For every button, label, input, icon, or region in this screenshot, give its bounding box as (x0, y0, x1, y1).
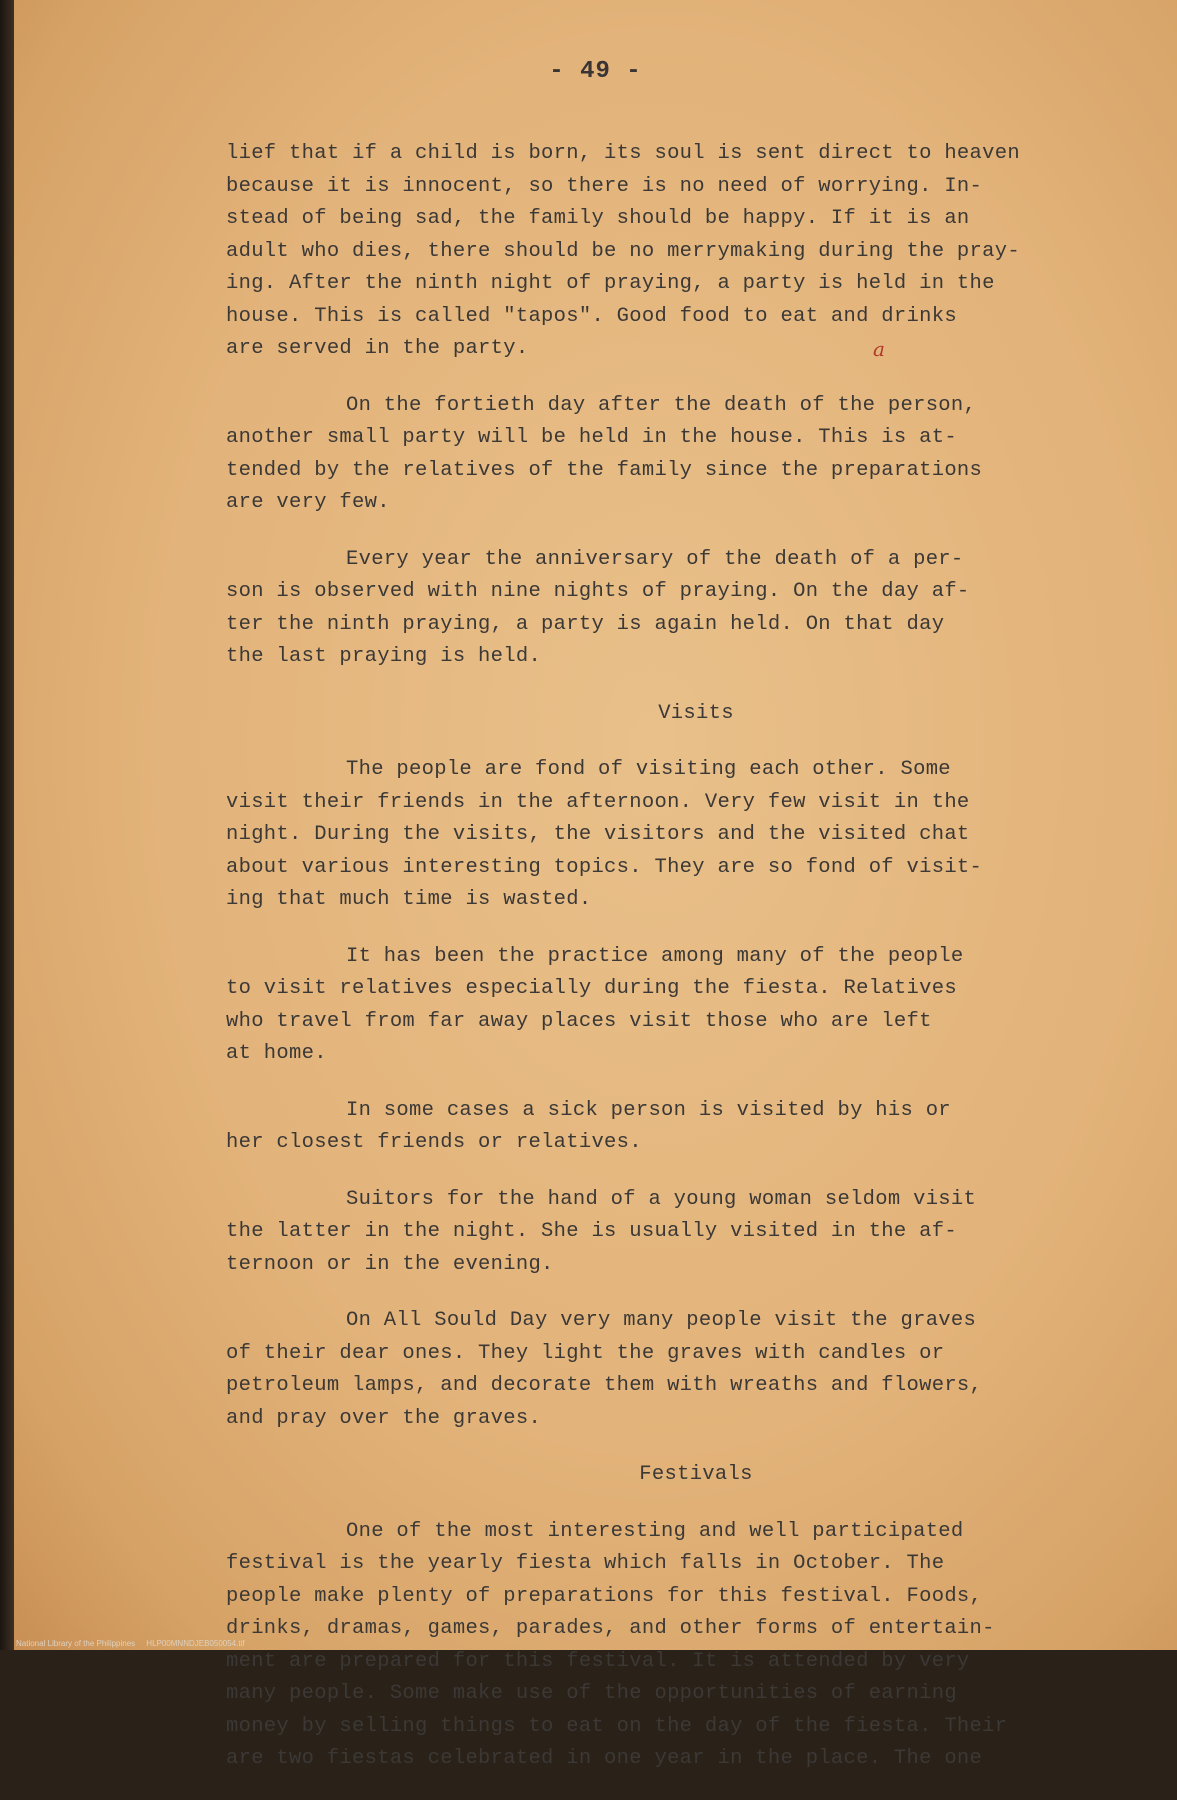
heading-visits: Visits (658, 701, 734, 725)
body-text (226, 138, 1106, 1800)
document-page (14, 0, 1177, 1770)
text-line: petroleum lamps, and decorate them with wreaths and flowers, (226, 1374, 983, 1397)
section-death-customs (226, 138, 1106, 674)
text-line: It has been the practice among many of the people (346, 944, 964, 968)
section-festivals (226, 1516, 1106, 1776)
text-line: Suitors for the hand of a young woman seldom visit (346, 1187, 977, 1211)
text-line: are two fiestas celebrated in one year in the place. The one (226, 1747, 983, 1770)
text-line: night. During the visits, the visitors and the visited chat (226, 823, 970, 846)
paragraph (226, 941, 1106, 1071)
text-line: ing. After the ninth night of praying, a party is held in the (226, 272, 995, 295)
text-line: lief that if a child is born, its soul is sent direct to heaven (226, 142, 1020, 165)
text-line: On the fortieth day after the death of the person, (346, 393, 977, 417)
paragraph (226, 390, 1106, 520)
text-line: the last praying is held. (226, 645, 542, 668)
paragraph (226, 544, 1106, 674)
text-line: house. This is called "tapos". Good food to eat and drinks (226, 304, 957, 328)
text-line: people make plenty of preparations for this festival. Foods, (226, 1584, 983, 1608)
paragraph (226, 1184, 1106, 1282)
text-line: of their dear ones. They light the graves with candles or (226, 1341, 945, 1365)
text-line: The people are fond of visiting each other. Some (346, 758, 951, 781)
paragraph (226, 1516, 1106, 1776)
text-line: stead of being sad, the family should be happy. If it is an (226, 207, 970, 230)
paragraph (226, 754, 1106, 917)
text-line: On All Sould Day very many people visit the graves (346, 1309, 977, 1332)
text-line: Every year the anniversary of the death of a per- (346, 547, 964, 571)
text-line: another small party will be held in the house. This is at- (226, 426, 957, 449)
text-line: to visit relatives especially during the fiesta. Relatives (226, 977, 957, 1000)
text-line: ing that much time is wasted. (226, 888, 592, 911)
paragraph (226, 1095, 1106, 1160)
text-line: In some cases a sick person is visited by his or (346, 1098, 951, 1122)
text-line: about various interesting topics. They are so fond of visit- (226, 855, 983, 879)
text-line: and pray over the graves. (226, 1406, 542, 1430)
text-line: One of the most interesting and well participated (346, 1519, 964, 1543)
text-line: visit their friends in the afternoon. Very few visit in the (226, 790, 970, 814)
text-line: ment are prepared for this festival. It is attended by very (226, 1649, 970, 1673)
text-line: at home. (226, 1042, 327, 1065)
text-line: because it is innocent, so there is no need of worrying. In- (226, 174, 983, 198)
text-line: son is observed with nine nights of praying. On the day af- (226, 580, 970, 603)
text-line: her closest friends or relatives. (226, 1131, 642, 1154)
text-line: money by selling things to eat on the day of the fiesta. Their (226, 1714, 1008, 1738)
text-line: who travel from far away places visit those who are left (226, 1009, 932, 1033)
text-line: ter the ninth praying, a party is again held. On that day (226, 612, 945, 636)
text-line: adult who dies, there should be no merrymaking during the pray- (226, 239, 1020, 263)
text-line: drinks, dramas, games, parades, and other forms of entertain- (226, 1617, 995, 1640)
text-line: ternoon or in the evening. (226, 1252, 554, 1276)
text-line: are served in the party. (226, 337, 529, 360)
section-visits (226, 754, 1106, 1435)
text-line: the latter in the night. She is usually visited in the af- (226, 1220, 957, 1243)
book-binding (0, 0, 14, 1650)
page-number: - 49 - (549, 58, 642, 85)
paragraph (226, 1305, 1106, 1435)
handwritten-correction: a (873, 337, 885, 361)
archive-footer: National Library of the Philippines HLP00MNNDJEB050054.tif (16, 1639, 245, 1648)
paragraph (226, 138, 1106, 366)
text-line: festival is the yearly fiesta which falls in October. The (226, 1552, 945, 1575)
text-line: tended by the relatives of the family since the preparations (226, 458, 983, 482)
text-line: are very few. (226, 491, 390, 514)
heading-festivals: Festivals (639, 1463, 753, 1486)
text-line: many people. Some make use of the opportunities of earning (226, 1682, 957, 1705)
